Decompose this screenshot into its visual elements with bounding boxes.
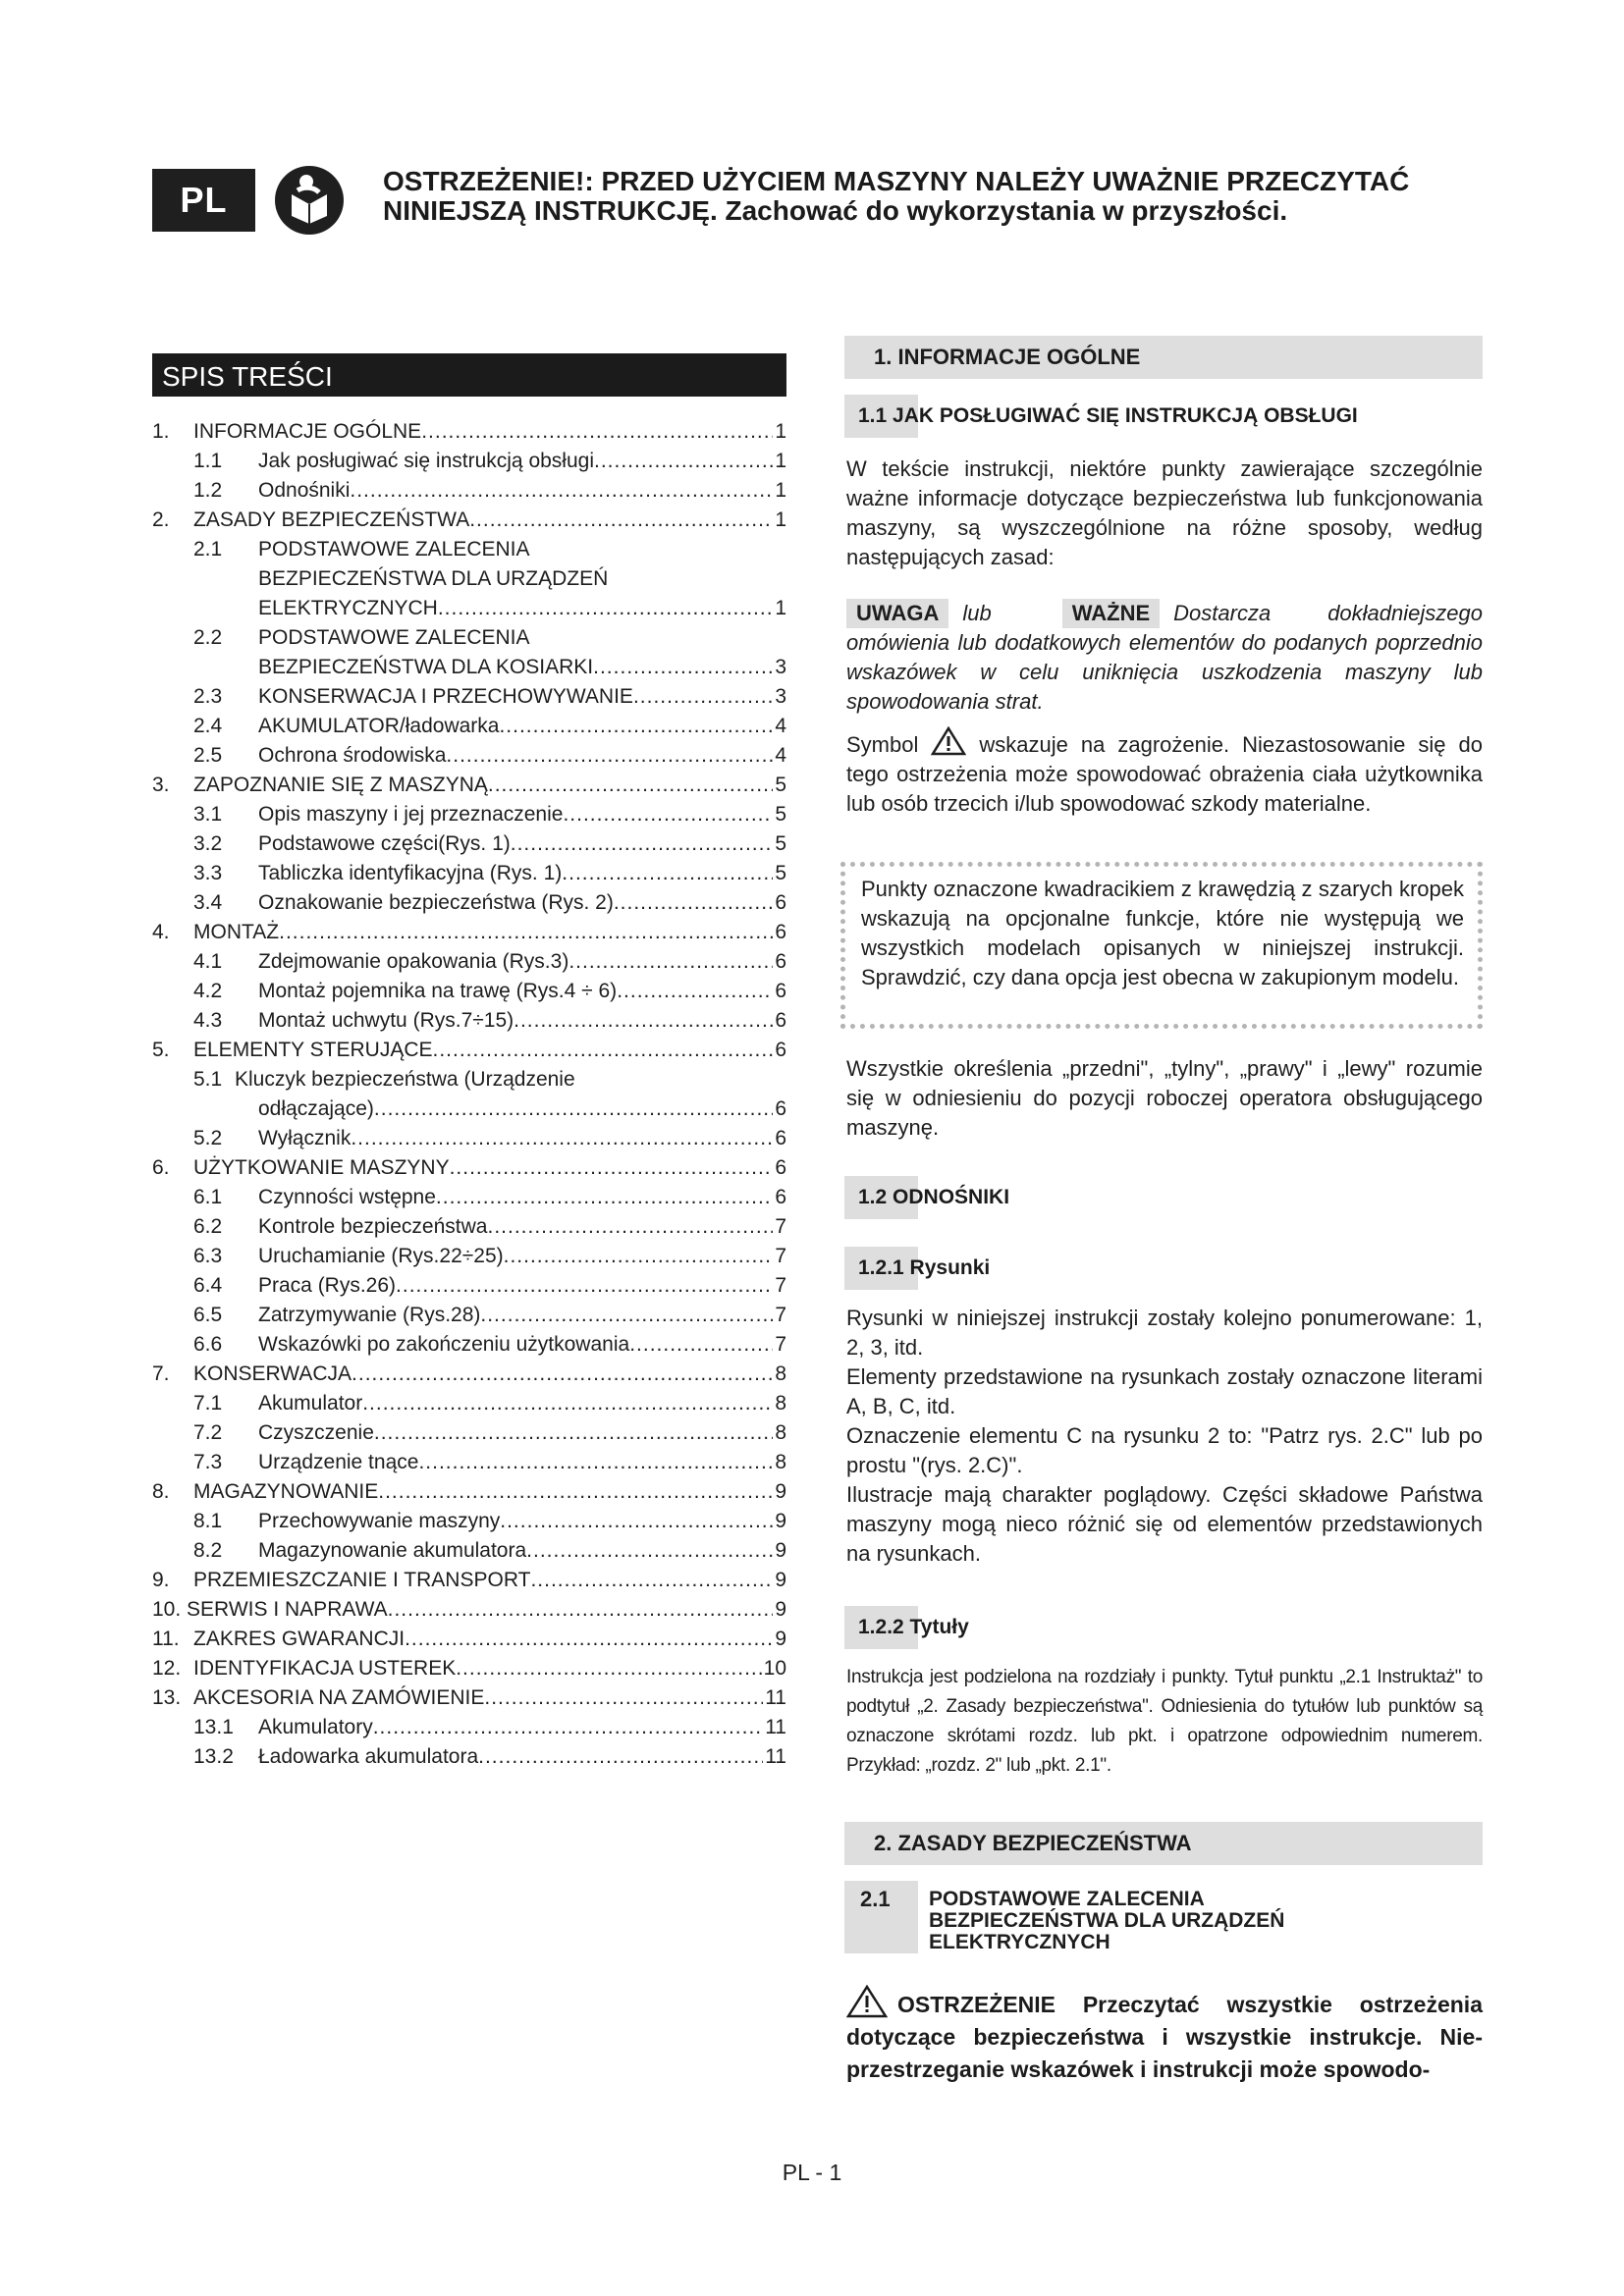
toc-entry	[152, 1418, 786, 1448]
toc-entry-page: 6	[775, 921, 786, 943]
toc-entry-page: 7	[775, 1274, 786, 1297]
toc-entry-number: 2.3	[193, 685, 223, 708]
toc-entry-label: Akumulator	[258, 1392, 363, 1415]
toc-dot-leader	[351, 1124, 773, 1153]
toc-dot-leader	[350, 476, 773, 506]
toc-entry	[152, 653, 786, 682]
toc-entry	[152, 918, 786, 947]
toc-dot-leader	[500, 1507, 773, 1536]
toc-entry	[152, 1477, 786, 1507]
toc-entry-label: ELEKTRYCZNYCH	[258, 597, 438, 619]
toc-entry	[152, 947, 786, 977]
toc-entry-number: 10.	[152, 1598, 182, 1621]
toc-entry-page: 11	[765, 1716, 786, 1738]
toc-entry	[152, 1271, 786, 1301]
toc-entry-page: 5	[775, 774, 786, 796]
toc-entry-label: Praca (Rys.26)	[258, 1274, 397, 1297]
toc-dot-leader	[629, 1330, 773, 1360]
toc-entry-page: 3	[775, 685, 786, 708]
toc-entry-label: MAGAZYNOWANIE	[193, 1480, 379, 1503]
toc-entry	[152, 594, 786, 623]
toc-entry-page: 9	[775, 1628, 786, 1650]
toc-entry-page: 4	[775, 715, 786, 737]
toc-dot-leader	[526, 1536, 773, 1566]
toc-entry-page: 6	[775, 950, 786, 973]
toc-entry	[152, 1360, 786, 1389]
toc-entry-label: UŻYTKOWANIE MASZYNY	[193, 1156, 450, 1179]
toc-dot-leader	[373, 1713, 763, 1742]
toc-entry-number: 11.	[152, 1628, 180, 1650]
toc-entry	[152, 682, 786, 712]
toc-entry-page: 8	[775, 1362, 786, 1385]
toc-entry-label: Jak posługiwać się instrukcją obsługi	[258, 450, 594, 472]
section-2-title: 2. ZASADY BEZPIECZEŃSTWA	[844, 1822, 1483, 1865]
toc-entry-label: BEZPIECZEŃSTWA DLA KOSIARKI	[258, 656, 594, 678]
symbol-paragraph	[846, 726, 1483, 819]
toc-entry-label: AKUMULATOR/ładowarka	[258, 715, 500, 737]
titles-paragraph: Instrukcja jest podzielona na rozdziały i punkty. Tytuł punktu „2.1 Instruktaż" to podtytuł „2. Zasady bezpieczeństwa". Odniesienia do tytułów lub punktów są oznaczone skrótami rozdz. lub pkt. i opatrzone odpowiednim numerem. Przykład: „rozdz. 2" lub „pkt. 2.1".	[846, 1667, 1483, 1776]
toc-entry-page: 6	[775, 1127, 786, 1149]
section-1-2-1-title: 1.2.1 Rysunki	[844, 1247, 1483, 1290]
toc-entry-label: PODSTAWOWE ZALECENIA	[258, 626, 530, 649]
toc-dot-leader	[594, 447, 773, 476]
toc-entry-page: 11	[765, 1745, 786, 1768]
toc-entry-label: KONSERWACJA I PRZECHOWYWANIE	[258, 685, 633, 708]
toc-entry-number: 5.1	[193, 1068, 223, 1091]
toc-entry-label: Uruchamianie (Rys.22÷25)	[258, 1245, 504, 1267]
toc-entry	[152, 1507, 786, 1536]
read-manual-icon	[274, 165, 345, 236]
toc-entry-page: 6	[775, 1009, 786, 1032]
toc-entry-number: 5.	[152, 1039, 170, 1061]
toc-entry-number: 2.1	[193, 538, 223, 561]
toc-entry-label: Zdejmowanie opakowania (Rys.3)	[258, 950, 569, 973]
toc-entry-page: 9	[775, 1510, 786, 1532]
toc-dot-leader	[421, 417, 773, 447]
toc-entry-page: 5	[775, 803, 786, 826]
toc-dot-leader	[633, 682, 773, 712]
toc-entry-number: 1.1	[193, 450, 223, 472]
toc-dot-leader	[352, 1360, 773, 1389]
toc-entry-label: Urządzenie tnące	[258, 1451, 419, 1473]
toc-entry	[152, 1153, 786, 1183]
toc-title: SPIS TREŚCI	[152, 353, 786, 397]
toc-entry	[152, 564, 786, 594]
toc-entry-number: 8.1	[193, 1510, 223, 1532]
toc-entry-number: 8.2	[193, 1539, 223, 1562]
toc-entry	[152, 1566, 786, 1595]
toc-dot-leader	[374, 1095, 773, 1124]
toc-entry-label: AKCESORIA NA ZAMÓWIENIE	[193, 1686, 485, 1709]
toc-entry-label: KONSERWACJA	[193, 1362, 352, 1385]
toc-dot-leader	[456, 1654, 761, 1683]
toc-dot-leader	[362, 1389, 773, 1418]
toc-entry-number: 4.2	[193, 980, 223, 1002]
toc-entry-label: ZASADY BEZPIECZEŃSTWA	[193, 508, 470, 531]
toc-entry-label: Kontrole bezpieczeństwa	[258, 1215, 488, 1238]
toc-entry-page: 1	[775, 597, 786, 619]
toc-entry	[152, 506, 786, 535]
toc-entry-page: 3	[775, 656, 786, 678]
toc-entry-label: Ochrona środowiska	[258, 744, 447, 767]
toc-entry	[152, 1036, 786, 1065]
toc-entry-number: 7.	[152, 1362, 170, 1385]
warning-triangle-icon	[846, 1985, 888, 2018]
symbol-text: wskazuje na zagrożenie. Niezastosowanie się do tego ostrzeżenia może spowodować obrażenia ciała użytkownika lub osób trzecich i/lub spowodować szkody materialne.	[846, 732, 1483, 816]
table-of-contents	[152, 417, 786, 1772]
toc-dot-leader	[433, 1036, 774, 1065]
figures-paragraph	[846, 1304, 1483, 1569]
toc-entry-number: 1.	[152, 420, 170, 443]
toc-entry-label	[152, 1595, 388, 1625]
language-badge: PL	[152, 169, 255, 232]
toc-entry	[152, 888, 786, 918]
toc-entry	[152, 1742, 786, 1772]
toc-dot-leader	[388, 1595, 774, 1625]
toc-entry	[152, 1065, 786, 1095]
toc-entry-number: 13.2	[193, 1745, 234, 1768]
section-2-1-number: 2.1	[844, 1881, 918, 1953]
toc-entry-label: Ładowarka akumulatora	[258, 1745, 479, 1768]
toc-entry-number: 2.4	[193, 715, 223, 737]
toc-dot-leader	[504, 1242, 774, 1271]
toc-entry	[152, 712, 786, 741]
toc-entry-page: 1	[775, 508, 786, 531]
toc-entry-label: Opis maszyny i jej przeznaczenie	[258, 803, 564, 826]
toc-entry-label: Podstawowe części(Rys. 1)	[258, 832, 511, 855]
toc-entry-page: 9	[775, 1598, 786, 1621]
toc-dot-leader	[562, 859, 773, 888]
toc-dot-leader	[279, 918, 773, 947]
toc-entry-number: 7.1	[193, 1392, 223, 1415]
page-number: PL - 1	[782, 2160, 842, 2185]
toc-entry	[152, 1683, 786, 1713]
toc-entry	[152, 1212, 786, 1242]
symbol-pre: Symbol	[846, 732, 919, 757]
toc-entry	[152, 741, 786, 771]
toc-entry-label: Montaż uchwytu (Rys.7÷15)	[258, 1009, 514, 1032]
toc-entry	[152, 447, 786, 476]
toc-entry-label: PRZEMIESZCZANIE I TRANSPORT	[193, 1569, 531, 1591]
uwaga-wazne-paragraph	[846, 599, 1483, 717]
toc-entry-label: ZAKRES GWARANCJI	[193, 1628, 406, 1650]
safety-warning	[846, 1985, 1483, 2086]
toc-entry-page: 6	[775, 980, 786, 1002]
toc-entry-page: 6	[775, 1097, 786, 1120]
toc-entry-page: 6	[775, 1156, 786, 1179]
toc-entry-label-text: SERWIS I NAPRAWA	[187, 1598, 388, 1621]
toc-entry-number: 9.	[152, 1569, 170, 1591]
toc-entry-page: 6	[775, 1186, 786, 1208]
toc-entry-number: 6.	[152, 1156, 170, 1179]
toc-entry-number: 3.2	[193, 832, 223, 855]
toc-entry-number: 3.	[152, 774, 170, 796]
toc-entry	[152, 859, 786, 888]
toc-entry	[152, 1183, 786, 1212]
toc-entry-page: 7	[775, 1333, 786, 1356]
toc-entry-label: Przechowywanie maszyny	[258, 1510, 501, 1532]
figures-p1: Rysunki w niniejszej instrukcji zostały kolejno ponumerowane: 1, 2, 3, itd.	[846, 1306, 1483, 1360]
toc-dot-leader	[469, 506, 773, 535]
toc-dot-leader	[478, 1742, 763, 1772]
toc-entry-label: odłączające)	[258, 1097, 374, 1120]
toc-dot-leader	[396, 1271, 773, 1301]
safety-warning-text: OSTRZEŻENIE Przeczytać wszystkie ostrzeżenia dotyczące bezpieczeństwa i wszystkie instrukcje. Nie-przestrzeganie wskazówek i instrukcji może spowodo-	[846, 1992, 1483, 2082]
toc-entry	[152, 417, 786, 447]
toc-dot-leader	[405, 1625, 773, 1654]
optional-feature-text: Punkty oznaczone kwadracikiem z krawędzią z szarych kropek wskazują na opcjonalne funkcje, które nie występują we wszystkich modelach opisanych w niniejszej instrukcji. Sprawdzić, czy dana opcja jest obecna w zakupionym modelu.	[861, 877, 1464, 989]
toc-entry	[152, 771, 786, 800]
toc-entry	[152, 1006, 786, 1036]
toc-entry-number: 2.5	[193, 744, 223, 767]
toc-entry-page: 5	[775, 832, 786, 855]
toc-entry-page: 5	[775, 862, 786, 884]
toc-entry-number: 4.	[152, 921, 170, 943]
toc-entry	[152, 1595, 786, 1625]
section-1-2-2-title: 1.2.2 Tytuły	[844, 1606, 1483, 1649]
toc-entry-page: 6	[775, 891, 786, 914]
uwaga-tag: UWAGA	[846, 599, 948, 628]
toc-dot-leader	[488, 771, 773, 800]
toc-dot-leader	[511, 829, 774, 859]
uwaga-wazne-text: Dostarcza dokładniejszego omówienia lub dodatkowych elementów do podanych poprzednio wskazówek w celu uniknięcia uszkodzenia maszyny lub spowodowania strat.	[846, 601, 1483, 714]
toc-entry-number: 1.2	[193, 479, 223, 502]
figures-p2: Elementy przedstawione na rysunkach zostały oznaczone literami A, B, C, itd.	[846, 1364, 1483, 1418]
directions-paragraph: Wszystkie określenia „przedni", „tylny", „prawy" i „lewy" rozumie się w odniesieniu do pozycji roboczej operatora obsługującego maszynę.	[846, 1056, 1483, 1140]
toc-entry-number: 2.2	[193, 626, 223, 649]
toc-dot-leader	[480, 1301, 773, 1330]
toc-entry-page: 8	[775, 1421, 786, 1444]
toc-entry	[152, 476, 786, 506]
toc-entry-number: 3.4	[193, 891, 223, 914]
toc-entry-page: 6	[775, 1039, 786, 1061]
toc-entry-number: 4.1	[193, 950, 223, 973]
toc-entry	[152, 1713, 786, 1742]
toc-dot-leader	[499, 712, 773, 741]
toc-entry-page: 11	[765, 1686, 786, 1709]
toc-entry-label: ZAPOZNANIE SIĘ Z MASZYNĄ	[193, 774, 488, 796]
toc-dot-leader	[514, 1006, 773, 1036]
toc-entry	[152, 1095, 786, 1124]
toc-entry-number: 2.	[152, 508, 170, 531]
toc-entry-label: Magazynowanie akumulatora	[258, 1539, 527, 1562]
toc-dot-leader	[563, 800, 773, 829]
figures-p3: Oznaczenie elementu C na rysunku 2 to: "Patrz rys. 2.C" lub po prostu "(rys. 2.C)".	[846, 1423, 1483, 1477]
toc-dot-leader	[593, 653, 773, 682]
toc-entry-number: 6.5	[193, 1304, 223, 1326]
optional-feature-note	[840, 862, 1483, 1029]
toc-entry-label: Odnośniki	[258, 479, 351, 502]
toc-entry-page: 7	[775, 1304, 786, 1326]
toc-entry-label: BEZPIECZEŃSTWA DLA URZĄDZEŃ	[258, 567, 609, 590]
toc-entry	[152, 1389, 786, 1418]
toc-entry	[152, 1330, 786, 1360]
toc-entry-page: 9	[775, 1480, 786, 1503]
toc-entry-label: Tabliczka identyfikacyjna (Rys. 1)	[258, 862, 563, 884]
header-warning: OSTRZEŻENIE!: PRZED UŻYCIEM MASZYNY NALEŻY UWAŻNIE PRZECZYTAĆ NINIEJSZĄ INSTRUKCJĘ. Zachować do wykorzystania w przyszłości.	[383, 166, 1410, 226]
toc-entry-number: 6.6	[193, 1333, 223, 1356]
wazne-tag: WAŻNE	[1062, 599, 1160, 628]
toc-entry-number: 7.2	[193, 1421, 223, 1444]
toc-dot-leader	[614, 888, 773, 918]
toc-entry	[152, 829, 786, 859]
toc-entry	[152, 1301, 786, 1330]
toc-dot-leader	[450, 1153, 774, 1183]
toc-entry-number: 4.3	[193, 1009, 223, 1032]
toc-entry-number: 3.3	[193, 862, 223, 884]
toc-entry-label: INFORMACJE OGÓLNE	[193, 420, 422, 443]
toc-entry-number: 8.	[152, 1480, 170, 1503]
toc-entry	[152, 977, 786, 1006]
toc-dot-leader	[530, 1566, 773, 1595]
section-1-1-title: 1.1 JAK POSŁUGIWAĆ SIĘ INSTRUKCJĄ OBSŁUGI	[844, 395, 1483, 438]
section-1-2-title: 1.2 ODNOŚNIKI	[844, 1176, 1483, 1219]
toc-entry-number: 6.1	[193, 1186, 223, 1208]
toc-entry-label: Kluczyk bezpieczeństwa (Urządzenie	[235, 1068, 575, 1091]
toc-entry-label: Oznakowanie bezpieczeństwa (Rys. 2)	[258, 891, 614, 914]
toc-entry-number: 13.1	[193, 1716, 234, 1738]
toc-dot-leader	[438, 594, 773, 623]
toc-entry-page: 10	[763, 1657, 786, 1680]
toc-entry-label: IDENTYFIKACJA USTEREK	[193, 1657, 457, 1680]
toc-entry	[152, 1536, 786, 1566]
figures-p4: Ilustracje mają charakter poglądowy. Części składowe Państwa maszyny mogą nieco różnić się od elementów przedstawionych na rysunkach.	[846, 1482, 1483, 1566]
toc-entry-number: 13.	[152, 1686, 182, 1709]
toc-entry-page: 9	[775, 1569, 786, 1591]
toc-entry-label: Montaż pojemnika na trawę (Rys.4 ÷ 6)	[258, 980, 618, 1002]
toc-entry-page: 1	[775, 450, 786, 472]
toc-dot-leader	[568, 947, 773, 977]
toc-dot-leader	[487, 1212, 773, 1242]
section-1-1-intro: W tekście instrukcji, niektóre punkty zawierające szczególnie ważne informacje dotyczące bezpieczeństwa lub funkcjonowania maszyny, są wyszczególnione na różne sposoby, według następujących zasad:	[846, 456, 1483, 569]
section-1-title: 1. INFORMACJE OGÓLNE	[844, 336, 1483, 379]
toc-entry-page: 8	[775, 1451, 786, 1473]
toc-entry-label: Czyszczenie	[258, 1421, 374, 1444]
toc-entry-label: Wskazówki po zakończeniu użytkowania	[258, 1333, 630, 1356]
toc-entry-page: 1	[775, 479, 786, 502]
toc-entry-page: 8	[775, 1392, 786, 1415]
toc-entry-page: 4	[775, 744, 786, 767]
toc-entry-label: Czynności wstępne	[258, 1186, 436, 1208]
toc-entry-number: 7.3	[193, 1451, 223, 1473]
toc-entry-label: ELEMENTY STERUJĄCE	[193, 1039, 433, 1061]
toc-entry	[152, 1242, 786, 1271]
toc-entry-number: 6.3	[193, 1245, 223, 1267]
toc-entry	[152, 623, 786, 653]
toc-dot-leader	[378, 1477, 773, 1507]
toc-entry-page: 7	[775, 1245, 786, 1267]
toc-dot-leader	[436, 1183, 773, 1212]
warning-triangle-icon	[931, 726, 966, 756]
toc-entry-page: 7	[775, 1215, 786, 1238]
toc-entry-number: 3.1	[193, 803, 223, 826]
toc-entry	[152, 800, 786, 829]
toc-dot-leader	[418, 1448, 773, 1477]
section-2-1-title: PODSTAWOWE ZALECENIA BEZPIECZEŃSTWA DLA URZĄDZEŃ ELEKTRYCZNYCH	[929, 1888, 1285, 1953]
toc-dot-leader	[617, 977, 773, 1006]
toc-entry-number: 6.4	[193, 1274, 223, 1297]
toc-entry-number: 6.2	[193, 1215, 223, 1238]
toc-entry-page: 9	[775, 1539, 786, 1562]
toc-dot-leader	[374, 1418, 773, 1448]
toc-entry	[152, 1448, 786, 1477]
toc-dot-leader	[446, 741, 773, 771]
toc-entry-label: PODSTAWOWE ZALECENIA	[258, 538, 530, 561]
toc-entry-label: MONTAŻ	[193, 921, 280, 943]
toc-dot-leader	[484, 1683, 763, 1713]
toc-entry-number: 5.2	[193, 1127, 223, 1149]
toc-entry-label: Wyłącznik	[258, 1127, 352, 1149]
lub-word: lub	[962, 601, 992, 625]
toc-entry	[152, 535, 786, 564]
toc-entry-page: 1	[775, 420, 786, 443]
toc-entry-label: Zatrzymywanie (Rys.28)	[258, 1304, 481, 1326]
toc-entry	[152, 1654, 786, 1683]
toc-entry	[152, 1124, 786, 1153]
toc-entry-label: Akumulatory	[258, 1716, 373, 1738]
toc-entry-number: 12.	[152, 1657, 182, 1680]
toc-entry	[152, 1625, 786, 1654]
